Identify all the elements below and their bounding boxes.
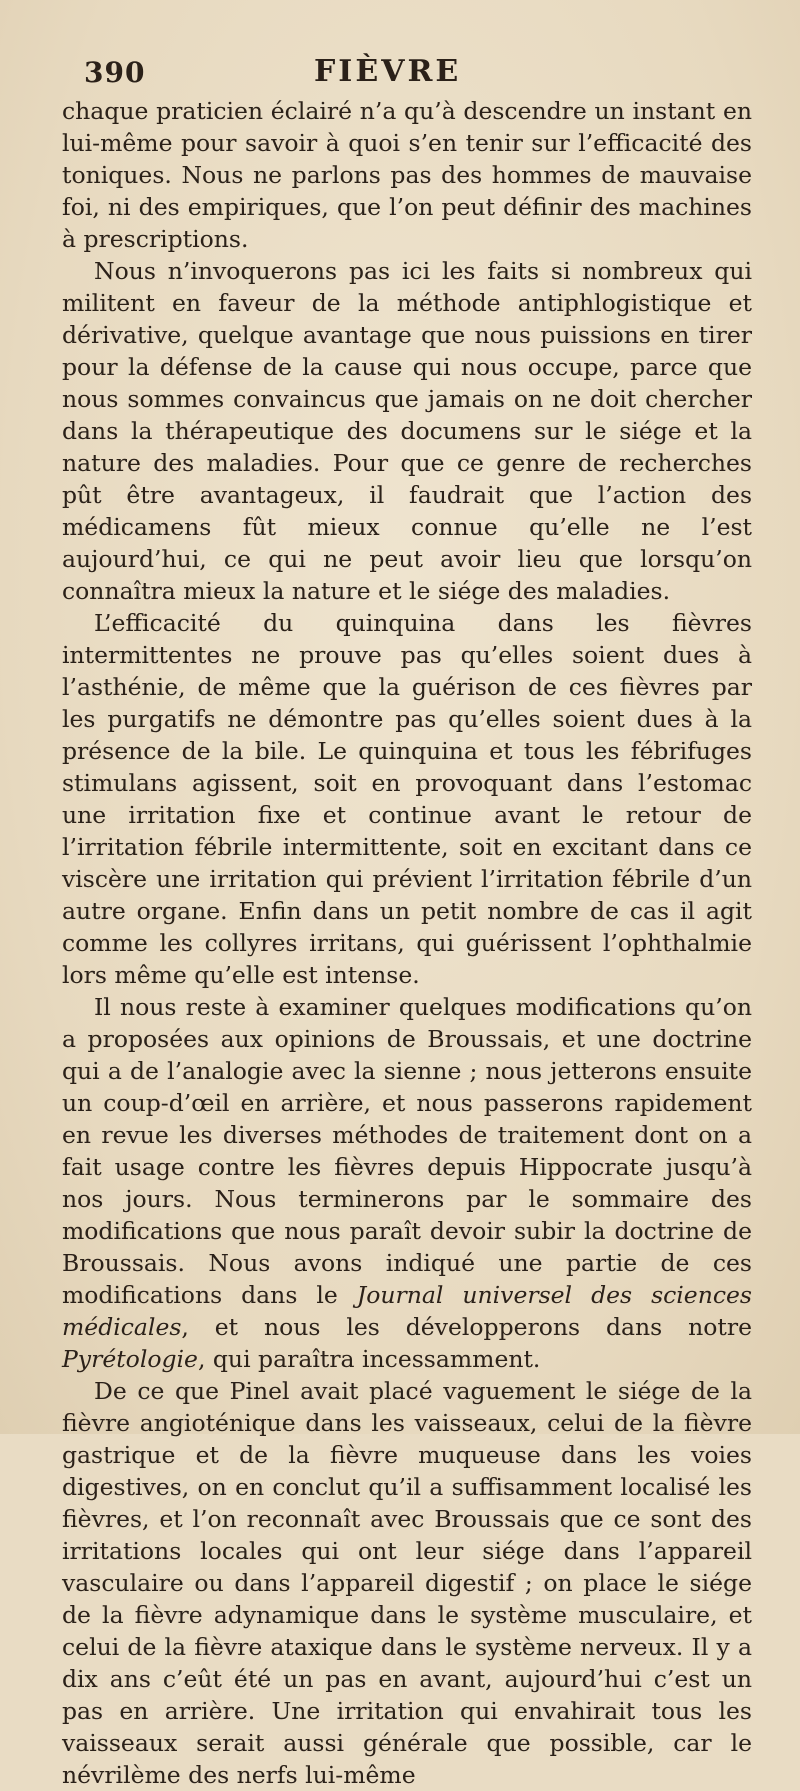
page-body — [62, 95, 752, 1791]
paragraph-5: De ce que Pinel avait placé vaguement le siége de la fièvre angioténique dans les vaisseaux, celui de la fièvre gastrique et de la fièvre muqueuse dans les voies digestives, on en conclut qu’il a suffisamment localisé les fièvres, et l’on reconnaît avec Broussais que ce sont des irritations locales qui ont leur siége dans l’appareil vasculaire ou dans l’appareil digestif ; on place le siége de la fièvre adynamique dans le système musculaire, et celui de la fièvre ataxique dans le système nerveux. Il y a dix ans c’eût été un pas en avant, aujourd’hui c’est un pas en arrière. Une irritation qui envahirait tous les vaisseaux serait aussi générale que possible, car le névrilème des nerfs lui-même — [62, 1377, 752, 1789]
paragraph-4-text-c: , qui paraîtra incessamment. — [197, 1345, 541, 1373]
paragraph-3: L’efficacité du quinquina dans les fièvres intermittentes ne prouve pas qu’elles soient dues à l’asthénie, de même que la guérison de ces fièvres par les purgatifs ne démontre pas qu’elles soient dues à la présence de la bile. Le quinquina et tous les fébrifuges stimulans agissent, soit en provoquant dans l’estomac une irritation fixe et continue avant le retour de l’irritation fébrile intermittente, soit en excitant dans ce viscère une irritation qui prévient l’irritation fébrile d’un autre organe. Enfin dans un petit nombre de cas il agit comme les collyres irritans, qui guérissent l’ophthalmie lors même qu’elle est intense. — [62, 609, 752, 989]
page-header — [64, 52, 754, 92]
page-number: 390 — [84, 56, 146, 89]
paragraph-2: Nous n’invoquerons pas ici les faits si nombreux qui militent en faveur de la méthode antiphlogistique et dérivative, quelque avantage que nous puissions en tirer pour la défense de la cause qui nous occupe, parce que nous sommes convaincus que jamais on ne doit chercher dans la thérapeutique des documens sur le siége et la nature des maladies. Pour que ce genre de recherches pût être avantageux, il faudrait que l’action des médicamens fût mieux connue qu’elle ne l’est aujourd’hui, ce qui ne peut avoir lieu que lorsqu’on connaîtra mieux la nature et le siége des maladies. — [62, 257, 752, 605]
paragraph-4-text-b: , et nous les développerons dans notre — [181, 1313, 752, 1341]
journal-title: Journal universel des sciences médicales — [62, 1281, 752, 1341]
running-head: FIÈVRE — [314, 54, 462, 89]
paragraph-4 — [62, 991, 752, 1375]
book-title: Pyrétologie — [62, 1345, 198, 1373]
paragraph-4-text-a: Il nous reste à examiner quelques modifications qu’on a proposées aux opinions de Broussais, et une doctrine qui a de l’analogie avec la sienne ; nous jetterons ensuite un coup-d’œil en arrière, et nous passerons rapidement en revue les diverses méthodes de traitement dont on a fait usage contre les fièvres depuis Hippocrate jusqu’à nos jours. Nous terminerons par le sommaire des modifications que nous paraît devoir subir la doctrine de Broussais. Nous avons indiqué une partie de ces modifications dans le — [62, 993, 752, 1309]
paragraph-1: chaque praticien éclairé n’a qu’à descendre un instant en lui-même pour savoir à quoi s’en tenir sur l’efficacité des toniques. Nous ne parlons pas des hommes de mauvaise foi, ni des empiriques, que l’on peut définir des machines à prescriptions. — [62, 97, 752, 253]
